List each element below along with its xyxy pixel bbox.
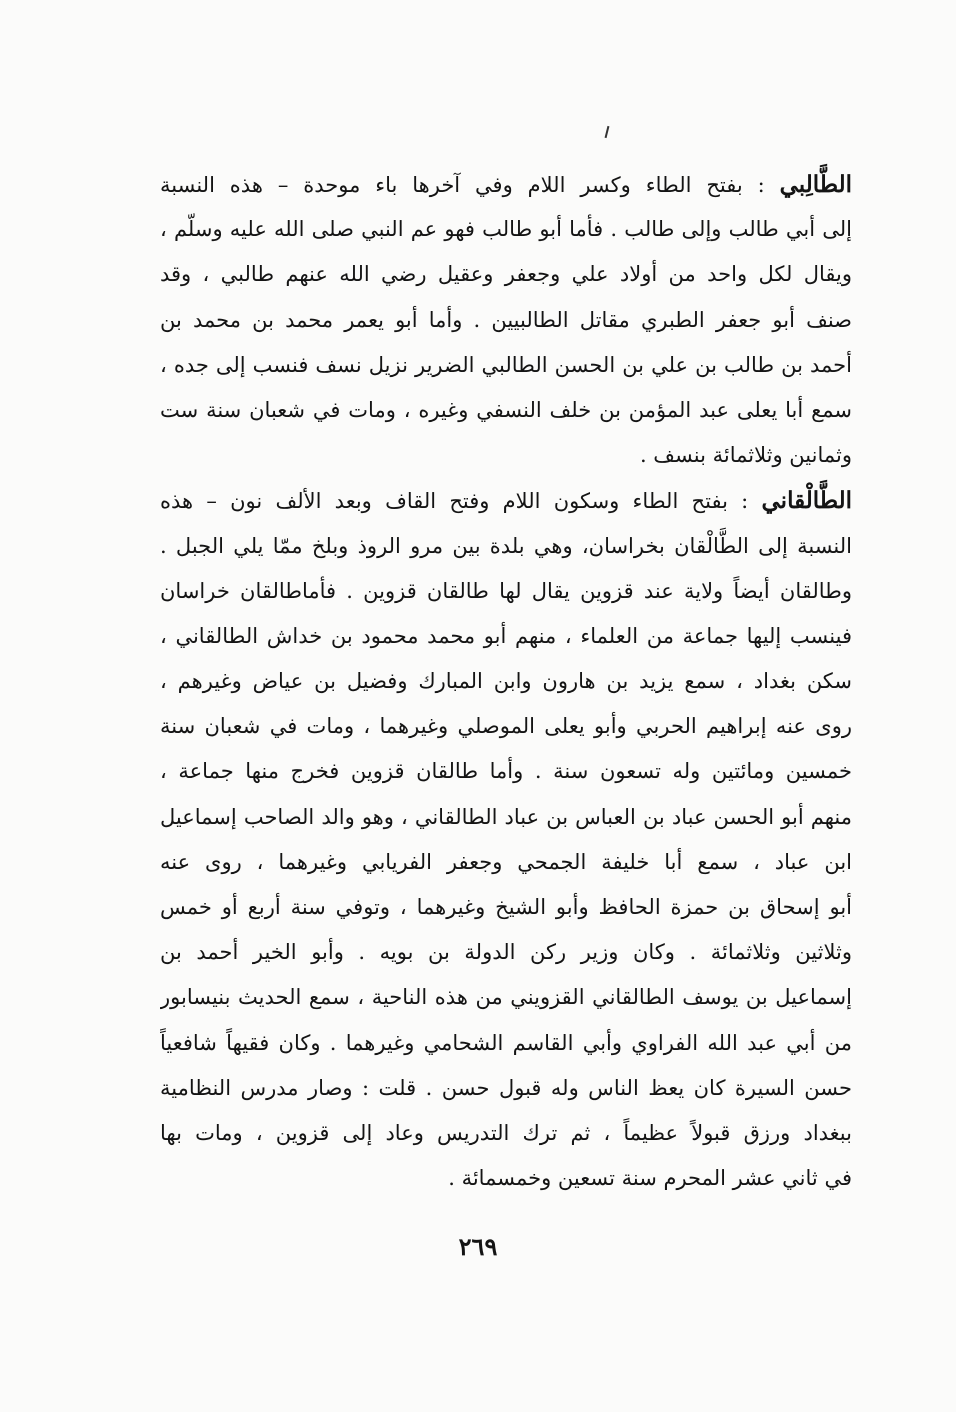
text-line: خمسين ومائتين وله تسعون سنة . وأما طالقان قزوين فخرج منها جماعة ، — [160, 759, 852, 784]
text-line: سكن بغداد ، سمع يزيد بن هارون وابن المبارك وفضيل بن عياض وغيرهم ، — [160, 669, 852, 694]
text-line: ببغداد ورزق قبولاً عظيماً ، ثم ترك التدريس وعاد إلى قزوين ، ومات بها — [160, 1120, 852, 1145]
entry-definition: : بفتح الطاء وكسر اللام وفي آخرها باء موحدة – هذه النسبة — [160, 173, 780, 197]
text-line: إسماعيل بن يوسف الطالقاني القزويني من هذه الناحية ، سمع الحديث بنيسابور — [160, 985, 852, 1010]
entry-headword: الطَّالِبي — [779, 171, 852, 198]
text-line: أحمد بن طالب بن علي بن الحسن الطالبي الضرير نزيل نسف فنسب إلى جده ، — [160, 352, 852, 377]
text-line: النسبة إلى الطَّالْقان بخراسان، وهي بلدة بين مرو الروذ وبلخ ممّا يلي الجبل . — [160, 533, 852, 558]
text-line: إلى أبي طالب وإلى طالب . فأما أبو طالب فهو عم النبي صلى الله عليه وسلّم ، — [160, 217, 852, 242]
text-line: من أبي عبد الله الفراوي وأبي القاسم الشحامي وغيرهما . وكان فقيهاً شافعياً — [160, 1030, 852, 1055]
body-text — [160, 162, 852, 1201]
text-line — [160, 478, 852, 523]
text-line: روى عنه إبراهيم الحربي وأبو يعلى الموصلي وغيرهما ، ومات في شعبان سنة — [160, 714, 852, 739]
text-line: حسن السيرة كان يعظ الناس وله قبول حسن . قلت : وصار مدرس النظامية — [160, 1075, 852, 1100]
text-line: وثمانين وثلاثمائة بنسف . — [639, 443, 852, 468]
text-line: ابن عباد ، سمع أبا خليفة الجمحي وجعفر الفريابي وغيرهما ، روى عنه — [160, 849, 852, 874]
entry-headword: الطَّالْقاني — [761, 487, 852, 515]
text-line: سمع أبا يعلى عبد المؤمن بن خلف النسفي وغيره ، ومات في شعبان سنة ست — [160, 397, 852, 422]
text-line: منهم أبو الحسن عباد بن العباس بن عباد الطالقاني ، وهو والد الصاحب إسماعيل — [160, 804, 852, 829]
text-line: فينسب إليها جماعة من العلماء ، منهم أبو محمد محمود بن خداش الطالقاني ، — [160, 623, 852, 648]
stray-mark — [605, 126, 610, 138]
text-line — [160, 162, 852, 207]
text-line: صنف أبو جعفر الطبري مقاتل الطالبيين . وأما أبو يعمر محمد بن محمد بن — [160, 307, 852, 332]
text-line: ويقال لكل واحد من أولاد علي وجعفر وعقيل رضي الله عنهم طالبي ، وقد — [160, 262, 852, 287]
page-number: ٢٦٩ — [458, 1232, 498, 1261]
text-line: وثلاثين وثلاثمائة . وكان وزير ركن الدولة بن بويه . وأبو الخير أحمد بن — [160, 940, 852, 965]
text-line: وطالقان أيضاً ولاية عند قزوين يقال لها طالقان قزوين . فأماطالقان خراسان — [160, 578, 852, 603]
text-line: أبو إسحاق بن حمزة الحافظ وأبو الشيخ وغيرهما ، وتوفي سنة أربع أو خمس — [160, 895, 852, 919]
dictionary-entry — [160, 162, 852, 478]
dictionary-entry — [160, 478, 852, 1201]
entry-definition: : بفتح الطاء وسكون اللام وفتح القاف وبعد الألف نون – هذه — [160, 489, 762, 514]
text-line: في ثاني عشر المحرم سنة تسعين وخمسمائة . — [448, 1166, 852, 1191]
